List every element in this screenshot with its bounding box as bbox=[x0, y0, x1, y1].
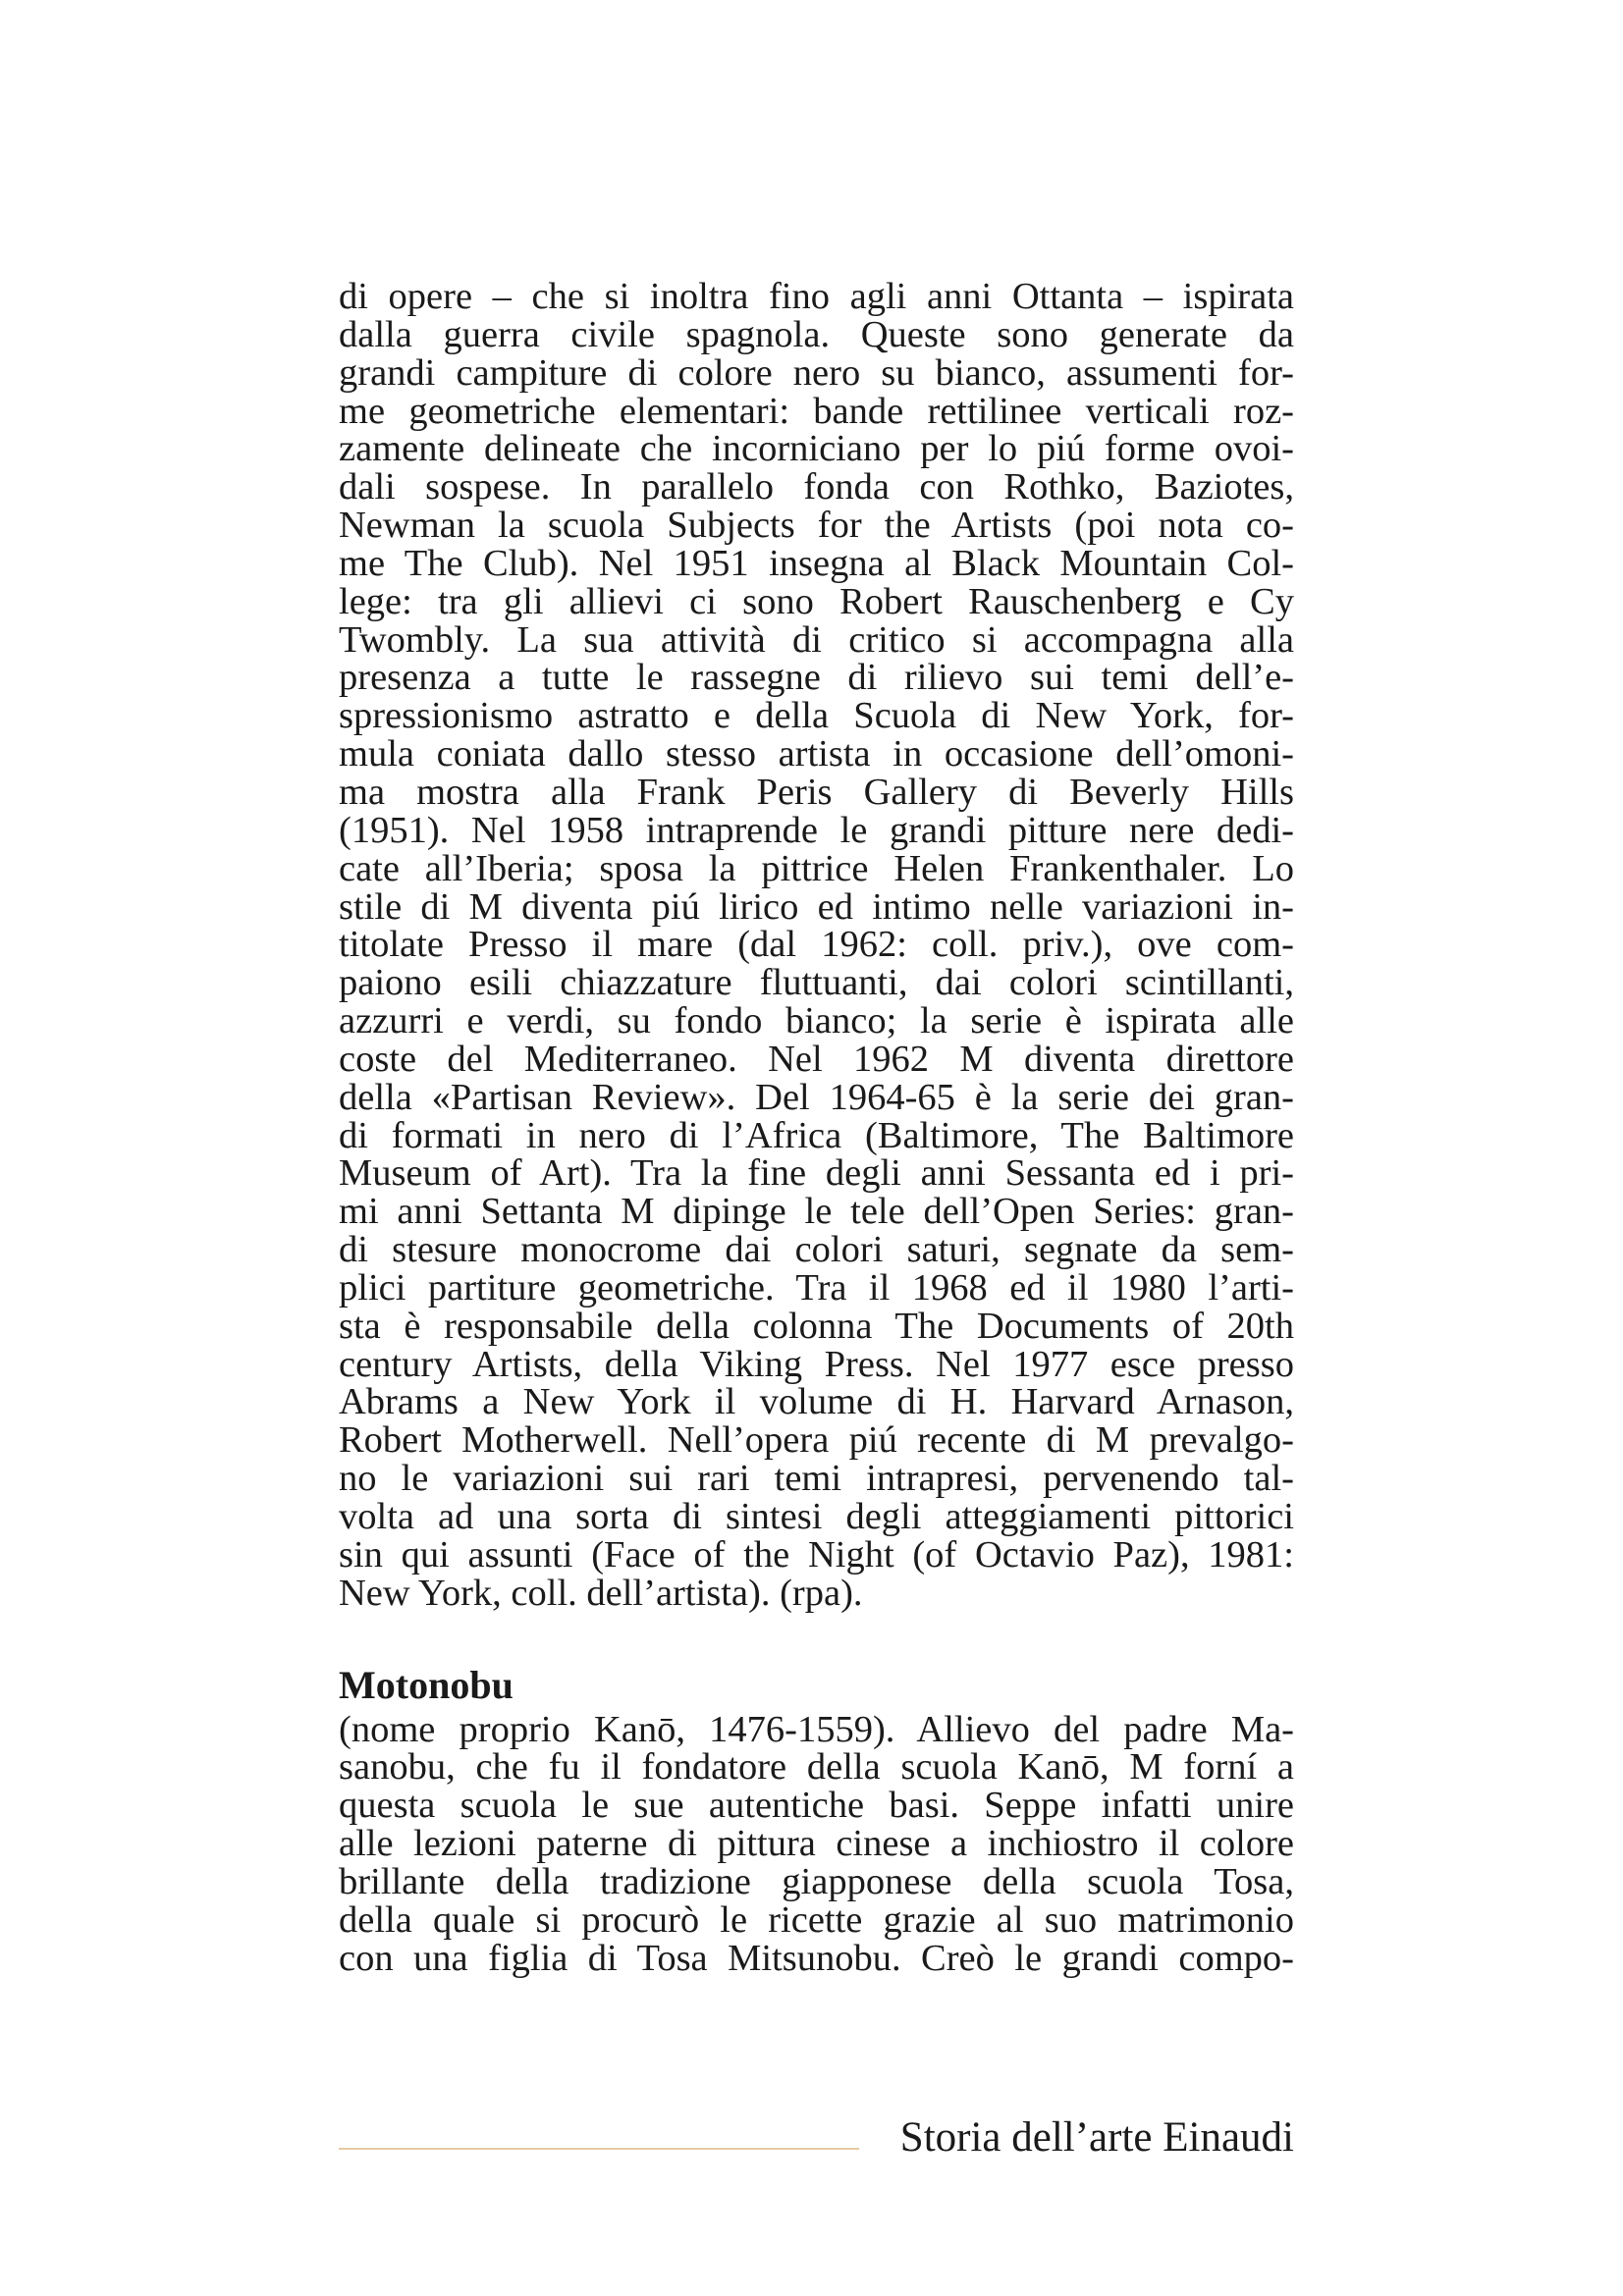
text-line: me The Club). Nel 1951 insegna al Black Mountain Col- bbox=[339, 542, 1294, 584]
text-line: della quale si procurò le ricette grazie al suo matrimonio bbox=[339, 1898, 1294, 1941]
text-line: mula coniata dallo stesso artista in occasione dell’omoni- bbox=[339, 733, 1294, 775]
text-line: questa scuola le sue autentiche basi. Seppe infatti unire bbox=[339, 1785, 1294, 1827]
text-line: titolate Presso il mare (dal 1962: coll. priv.), ove com- bbox=[339, 924, 1294, 966]
text-line: stile di M diventa piú lirico ed intimo nelle variazioni in- bbox=[339, 885, 1294, 928]
entry-motonobu-paragraph bbox=[339, 1708, 1294, 1979]
text-line: Abrams a New York il volume di H. Harvard Arnason, bbox=[339, 1381, 1294, 1423]
text-line: di opere – che si inoltra fino agli anni Ottanta – ispirata bbox=[339, 276, 1294, 317]
text-line: zamente delineate che incorniciano per lo piú forme ovoi- bbox=[339, 428, 1294, 470]
text-line: della «Partisan Review». Del 1964-65 è la serie dei gran- bbox=[339, 1076, 1294, 1118]
text-line: volta ad una sorta di sintesi degli atteggiamenti pittorici bbox=[339, 1496, 1294, 1537]
entry-heading-motonobu: Motonobu bbox=[339, 1662, 514, 1707]
footer-rule bbox=[339, 2148, 859, 2150]
text-line: mi anni Settanta M dipinge le tele dell’Open Series: gran- bbox=[339, 1191, 1294, 1233]
text-line: me geometriche elementari: bande rettilinee verticali roz- bbox=[339, 390, 1294, 432]
text-line: plici partiture geometriche. Tra il 1968 ed il 1980 l’arti- bbox=[339, 1266, 1294, 1308]
text-line: (nome proprio Kanō, 1476-1559). Allievo del padre Ma- bbox=[339, 1708, 1294, 1750]
text-column bbox=[339, 278, 1294, 1977]
text-line: lege: tra gli allievi ci sono Robert Rauschenberg e Cy bbox=[339, 580, 1294, 622]
text-line: no le variazioni sui rari temi intrapresi, pervenendo tal- bbox=[339, 1458, 1294, 1500]
text-line: Twombly. La sua attività di critico si accompagna alla bbox=[339, 618, 1294, 661]
text-line: sta è responsabile della colonna The Documents of 20th bbox=[339, 1305, 1294, 1347]
text-line: dali sospese. In parallelo fonda con Rothko, Baziotes, bbox=[339, 466, 1294, 508]
page-footer bbox=[339, 2110, 1294, 2165]
entry-spacer bbox=[339, 1613, 1294, 1664]
text-line: sanobu, che fu il fondatore della scuola Kanō, M forní a bbox=[339, 1746, 1294, 1789]
text-line: Newman la scuola Subjects for the Artists (poi nota co- bbox=[339, 505, 1294, 547]
text-line: ma mostra alla Frank Peris Gallery di Beverly Hills bbox=[339, 771, 1294, 813]
text-line: dalla guerra civile spagnola. Queste sono generate da bbox=[339, 313, 1294, 355]
text-line: sin qui assunti (Face of the Night (of Octavio Paz), 1981: bbox=[339, 1533, 1294, 1575]
text-line: con una figlia di Tosa Mitsunobu. Creò le grandi compo- bbox=[339, 1937, 1294, 1979]
text-line: paiono esili chiazzature fluttuanti, dai colori scintillanti, bbox=[339, 962, 1294, 1004]
text-line: Robert Motherwell. Nell’opera piú recente di M prevalgo- bbox=[339, 1419, 1294, 1462]
text-line: presenza a tutte le rassegne di rilievo sui temi dell’e- bbox=[339, 657, 1294, 699]
text-line: cate all’Iberia; sposa la pittrice Helen Frankenthaler. Lo bbox=[339, 847, 1294, 889]
text-line: (1951). Nel 1958 intraprende le grandi pitture nere dedi- bbox=[339, 809, 1294, 851]
entry-continuation-paragraph bbox=[339, 278, 1294, 1613]
text-line: di stesure monocrome dai colori saturi, segnate da sem- bbox=[339, 1229, 1294, 1271]
text-line: New York, coll. dell’artista). (rpa). bbox=[339, 1572, 863, 1614]
footer-publication-title: Storia dell’arte Einaudi bbox=[899, 2114, 1294, 2161]
text-line: century Artists, della Viking Press. Nel 1977 esce presso bbox=[339, 1343, 1294, 1385]
text-line: di formati in nero di l’Africa (Baltimore, The Baltimore bbox=[339, 1114, 1294, 1156]
text-line: spressionismo astratto e della Scuola di New York, for- bbox=[339, 695, 1294, 737]
text-line: coste del Mediterraneo. Nel 1962 M diventa direttore bbox=[339, 1038, 1294, 1080]
text-line: brillante della tradizione giapponese della scuola Tosa, bbox=[339, 1860, 1294, 1902]
text-line: azzurri e verdi, su fondo bianco; la serie è ispirata alle bbox=[339, 1000, 1294, 1042]
text-line: Museum of Art). Tra la fine degli anni Sessanta ed i pri- bbox=[339, 1152, 1294, 1195]
text-line: alle lezioni paterne di pittura cinese a inchiostro il colore bbox=[339, 1823, 1294, 1865]
text-line: grandi campiture di colore nero su bianco, assumenti for- bbox=[339, 351, 1294, 394]
